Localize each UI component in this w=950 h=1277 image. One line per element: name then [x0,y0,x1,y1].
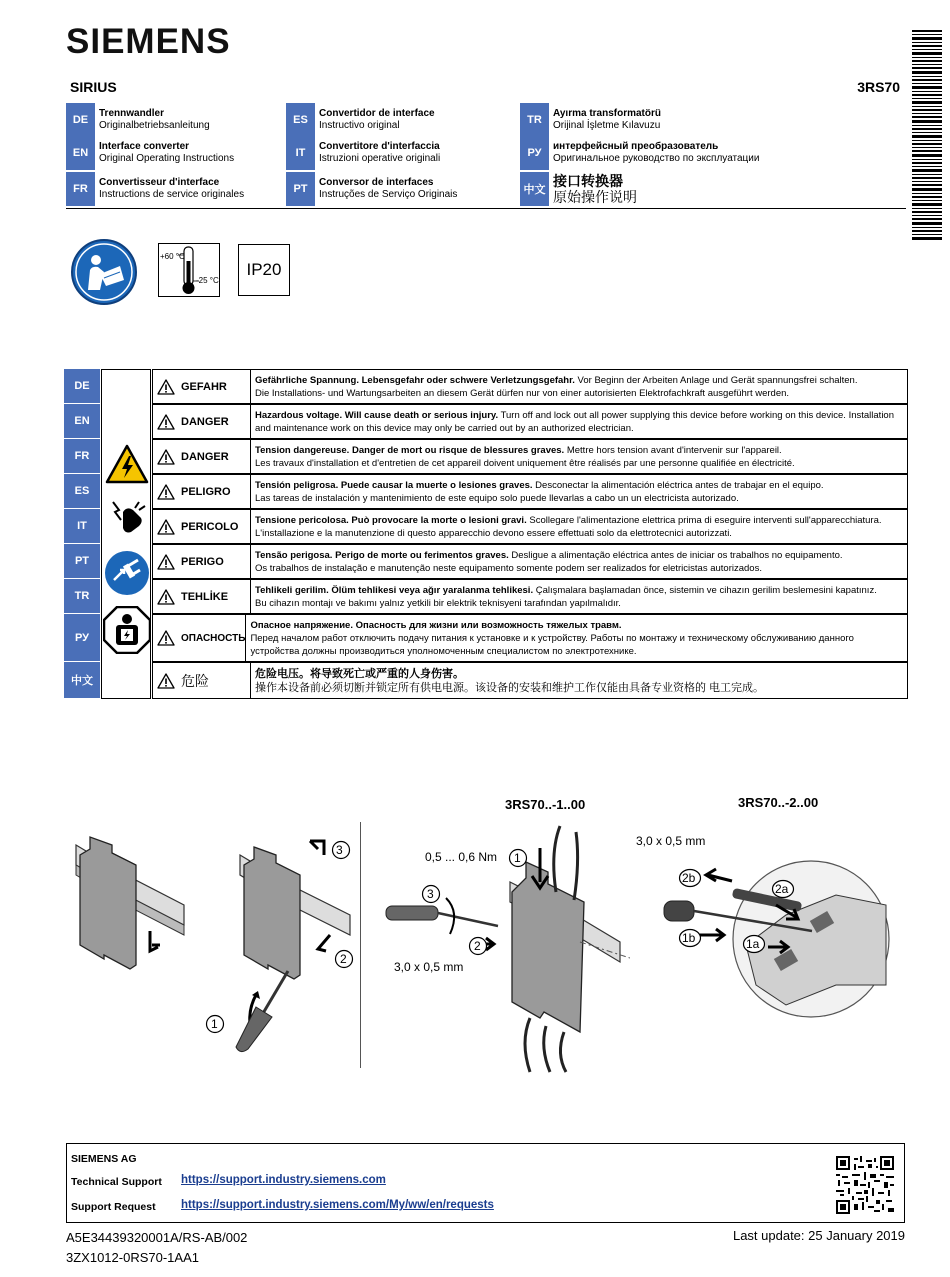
signal-word: PERIGO [181,555,224,568]
hazard-detail: L'installazione e la manutenzione di questo apparecchio devono essere effettuati solo da elettrotecnici autorizzati. [255,527,732,539]
step-number: 2a [775,882,789,896]
safety-message [251,663,768,698]
hazard-statement: Опасное напряжение. Опасность для жизни или возможность тяжелых травм. [250,619,622,631]
step-number: 3 [427,887,434,901]
signal-word-cell [153,545,251,578]
wiring-figure-screw [380,822,630,1077]
lang-entry-en [66,136,234,170]
hazard-detail: Перед началом работ отключить подачу питания к установке и к устройству. Работы по монтажу и техническому обслуживанию данного устройства должны производиться уполномоченным специалистом по электротехнике. [250,632,854,657]
hazard-statement: Tensão perigosa. Perigo de morte ou ferimentos graves. [255,549,509,561]
safety-symbols-column [101,369,151,699]
hazard-statement: Tehlikeli gerilim. Ölüm tehlikesi veya ağır yaralanma tehlikesi. [255,584,534,596]
safety-table [64,369,908,699]
safety-code: FR [64,439,100,474]
safety-code: 中文 [64,662,100,699]
safety-code: РУ [64,614,100,662]
lang-entry-pt [286,172,457,206]
series-name: SIRIUS [70,79,117,95]
lang-title: Convertidor de interface [319,108,435,119]
hazard-action: Desconectar la alimentación eléctrica antes de trabajar en el equipo. [532,479,824,491]
safety-row [152,369,908,404]
last-update: Last update: 25 January 2019 [732,1228,905,1243]
safety-code: EN [64,404,100,439]
lang-subtitle: Original Operating Instructions [99,153,235,164]
warning-triangle-icon [157,589,175,605]
siemens-logo: SIEMENS [66,22,231,61]
signal-word-cell [153,440,251,473]
mounting-figure [66,835,196,975]
screwdriver-size-label-2: 3,0 x 0,5 mm [636,834,706,848]
lang-code: DE [66,103,95,137]
lang-entry-tr [520,103,661,137]
lang-entry-es [286,103,435,137]
hazard-detail: Les travaux d'installation et d'entretien de cet appareil doivent uniquement être réalisés par une personne qualifiée en électricité. [255,457,795,469]
lang-title: Interface converter [99,141,190,152]
lang-code: ES [286,103,315,137]
hazard-statement: Tension dangereuse. Danger de mort ou risque de blessures graves. [255,444,565,456]
hazard-detail: Las tareas de instalación y mantenimiento de este equipo solo puede llevarlas a cabo un un electricista autorizado. [255,492,739,504]
barcode [912,30,942,242]
safety-message [251,545,847,578]
safety-row [152,544,908,579]
lang-entry-de [66,103,210,137]
warning-triangle-icon [157,519,175,535]
lang-title: 接口转换器 [553,173,623,189]
support-link[interactable]: https://support.industry.siemens.com [181,1174,386,1186]
product-code: 3RS70 [857,79,900,95]
hazard-statement: Tensión peligrosa. Puede causar la muerte o lesiones graves. [255,479,533,491]
hazard-statement: Tensione pericolosa. Può provocare la morte o lesioni gravi. [255,514,527,526]
safety-row [152,579,908,614]
safety-message [251,580,881,613]
temp-min-label: -25 °C [196,276,219,285]
doc-number: A5E34439320001A/RS-AB/002 [66,1230,248,1245]
header-divider [66,208,906,209]
signal-word-cell [153,663,251,698]
lang-title: Conversor de interfaces [319,177,434,188]
signal-word-cell [153,580,251,613]
lang-code: РУ [520,136,549,170]
lang-subtitle: Instructions de service originales [99,189,245,200]
safety-message [251,440,799,473]
signal-word: DANGER [181,415,229,428]
hazard-statement: Gefährliche Spannung. Lebensgefahr oder schwere Verletzungsgefahr. [255,374,575,386]
safety-row [152,614,908,662]
warning-triangle-icon [157,484,175,500]
safety-message [251,370,861,403]
high-voltage-warning-icon [105,444,149,484]
request-link[interactable]: https://support.industry.siemens.com/My/ww/en/requests [181,1199,494,1211]
hazard-detail: 操作本设备前必须切断并锁定所有供电电源。该设备的安装和维护工作仅能由具备专业资格的 电工完成。 [255,681,765,694]
lang-entry-ru [520,136,759,170]
lang-subtitle: Istruzioni operative originali [319,153,441,164]
support-label: Technical Support [71,1176,162,1188]
signal-word: ОПАСНОСТЬ [181,632,246,644]
safety-row [152,509,908,544]
step-number: 1b [682,931,696,945]
safety-language-column [64,369,101,699]
lang-code: PT [286,172,315,206]
signal-word-cell [153,475,251,508]
step-number: 1 [211,1017,218,1031]
hazard-action: Mettre hors tension avant d'intervenir sur l'appareil. [564,444,782,456]
warning-triangle-icon [157,379,175,395]
lang-subtitle: 原始操作说明 [553,189,637,205]
torque-label: 0,5 ... 0,6 Nm [425,850,498,864]
hazard-statement: Hazardous voltage. Will cause death or serious injury. [255,409,499,421]
safety-row [152,404,908,439]
lang-title: Trennwandler [99,108,165,119]
step-number: 2 [474,939,481,953]
safety-row [152,474,908,509]
safety-message [251,510,886,543]
ip-rating-box: IP20 [238,244,290,296]
step-number: 1a [746,937,760,951]
signal-word: 危险 [181,672,209,689]
warning-triangle-icon [157,449,175,465]
signal-word: TEHLİKE [181,590,229,603]
qr-code[interactable] [836,1156,894,1214]
lang-entry-fr [66,172,244,206]
signal-word-cell [153,405,251,438]
temp-max-label: +60 °C [160,252,185,261]
signal-word: PERICOLO [181,520,239,533]
request-label: Support Request [71,1201,156,1213]
company-name: SIEMENS AG [71,1153,137,1165]
signal-word: PELIGRO [181,485,231,498]
read-manual-icon [70,238,138,306]
lang-entry-zh [520,172,637,206]
signal-word-cell [153,510,251,543]
lang-subtitle: Orijinal İşletme Kılavuzu [553,120,661,131]
safety-message [246,615,907,661]
lang-subtitle: Instructivo original [319,120,400,131]
lang-subtitle: Originalbetriebsanleitung [99,120,210,131]
footer-contact-box [66,1143,905,1223]
hazard-action: Turn off and lock out all power supplying this device before working on this device. Installation [498,409,894,421]
lang-title: Convertitore d'interfaccia [319,141,440,152]
hazard-action: Scollegare l'alimentazione elettrica prima di eseguire interventi sull'apparecchiatura. [526,514,882,526]
safety-row [152,439,908,474]
hazard-detail: Bu cihazın montajı ve bakımı yalnız yetkili bir elektrik teknisyeni tarafından yapılmalıdır. [255,597,621,609]
warning-triangle-icon [157,673,175,689]
step-number: 2b [682,871,696,885]
hazard-detail: and maintenance work on this device may only be carried out by an authorized electrician. [255,422,634,434]
safety-code: TR [64,579,100,614]
lang-title: Ayırma transformatörü [553,108,661,119]
variant-1-label: 3RS70..-1..00 [505,797,586,812]
hazard-detail: Die Installations- und Wartungsarbeiten an diesem Gerät dürfen nur von einer autorisierten Elektrofachkraft ausgeführt werden. [255,387,790,399]
lang-code: TR [520,103,549,137]
electric-shock-icon [107,498,147,536]
lang-subtitle: Instruções de Serviço Originais [319,189,458,200]
warning-triangle-icon [157,630,175,646]
lang-entry-it [286,136,440,170]
step-number: 1 [514,851,521,865]
signal-word: DANGER [181,450,229,463]
screwdriver-size-label: 3,0 x 0,5 mm [394,960,464,974]
authorized-electrician-icon [103,606,151,654]
hazard-action: Çalışmalara başlamadan önce, sistemin ve cihazın gerilim beslemesini kapatınız. [533,584,877,596]
signal-word-cell [153,615,246,661]
warning-triangle-icon [157,414,175,430]
figure-divider [360,822,361,1068]
safety-code: IT [64,509,100,544]
safety-message [251,405,898,438]
lang-subtitle: Оригинальное руководство по эксплуатации [553,153,760,164]
safety-message [251,475,828,508]
step-number: 3 [336,843,343,857]
safety-code: DE [64,369,100,404]
safety-code: ES [64,474,100,509]
safety-row [152,662,908,699]
hazard-action: Vor Beginn der Arbeiten Anlage und Gerät spannungsfrei schalten. [574,374,858,386]
lang-title: интерфейсный преобразователь [553,141,719,152]
hazard-statement: 危险电压。将导致死亡或严重的人身伤害。 [255,667,464,680]
order-number: 3ZX1012-0RS70-1AA1 [66,1250,199,1265]
signal-word-cell [153,370,251,403]
lang-code: 中文 [520,172,549,206]
lang-code: FR [66,172,95,206]
signal-word: GEFAHR [181,380,227,393]
disconnect-mains-icon [104,550,150,596]
document-numbers [66,1228,247,1268]
lang-title: Convertisseur d'interface [99,177,220,188]
lang-code: EN [66,136,95,170]
hazard-detail: Os trabalhos de instalação e manutenção neste equipamento somente podem ser realizados for eletricistas autorizados. [255,562,762,574]
hazard-action: Desligue a alimentação eléctrica antes de iniciar os trabalhos no equipamento. [508,549,843,561]
step-number: 2 [340,952,347,966]
warning-triangle-icon [157,554,175,570]
safety-code: PT [64,544,100,579]
variant-2-label: 3RS70..-2..00 [738,795,819,810]
wiring-figure-pushin [636,835,896,1025]
lang-code: IT [286,136,315,170]
